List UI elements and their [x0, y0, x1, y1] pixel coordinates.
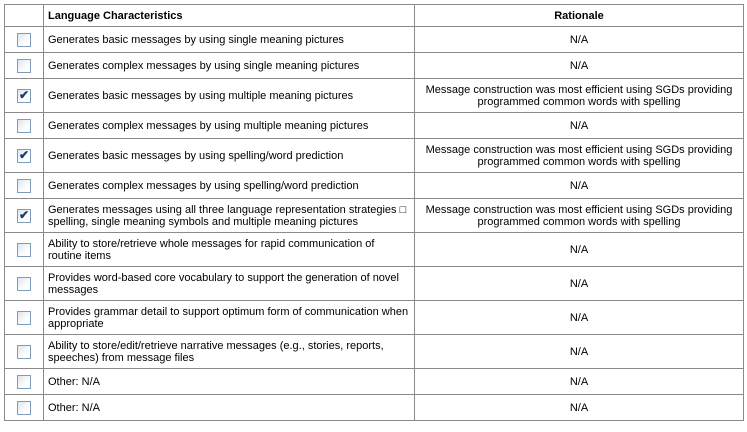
language-characteristic-label: Generates complex messages by using multiple meaning pictures [44, 113, 415, 139]
checkbox-unchecked[interactable] [17, 277, 31, 291]
rationale-text: N/A [415, 301, 744, 335]
table-row [5, 113, 744, 139]
checkbox-unchecked[interactable] [17, 179, 31, 193]
language-characteristic-label: Generates basic messages by using multiple meaning pictures [44, 79, 415, 113]
rationale-text: N/A [415, 233, 744, 267]
table-body [5, 27, 744, 421]
table-row [5, 199, 744, 233]
checkbox-checked[interactable] [17, 209, 31, 223]
language-characteristics-table [4, 4, 744, 421]
checkmark-icon: ✔ [18, 147, 30, 162]
rationale-text: N/A [415, 369, 744, 395]
checkbox-column-header [5, 5, 44, 27]
table-row [5, 267, 744, 301]
checkbox-cell [5, 233, 44, 267]
checkbox-unchecked[interactable] [17, 375, 31, 389]
rationale-text: N/A [415, 113, 744, 139]
checkbox-unchecked[interactable] [17, 345, 31, 359]
checkbox-checked[interactable] [17, 149, 31, 163]
table-row [5, 139, 744, 173]
language-characteristic-label: Generates messages using all three language representation strategies □ spelling, single meaning symbols and multiple meaning pictures [44, 199, 415, 233]
checkbox-unchecked[interactable] [17, 59, 31, 73]
table-row [5, 369, 744, 395]
header-row [5, 5, 744, 27]
rationale-text: N/A [415, 335, 744, 369]
language-characteristic-label: Provides word-based core vocabulary to support the generation of novel messages [44, 267, 415, 301]
checkbox-cell [5, 53, 44, 79]
table-row [5, 301, 744, 335]
checkbox-cell [5, 113, 44, 139]
checkbox-unchecked[interactable] [17, 243, 31, 257]
checkbox-cell [5, 395, 44, 421]
checkbox-cell [5, 335, 44, 369]
checkbox-cell [5, 27, 44, 53]
table-row [5, 395, 744, 421]
checkbox-unchecked[interactable] [17, 119, 31, 133]
language-characteristic-label: Generates complex messages by using spelling/word prediction [44, 173, 415, 199]
checkbox-unchecked[interactable] [17, 33, 31, 47]
language-characteristics-header: Language Characteristics [44, 5, 415, 27]
checkmark-icon: ✔ [18, 207, 30, 222]
checkbox-unchecked[interactable] [17, 401, 31, 415]
checkbox-unchecked[interactable] [17, 311, 31, 325]
rationale-text: N/A [415, 173, 744, 199]
table-row [5, 173, 744, 199]
rationale-text: Message construction was most efficient using SGDs providing programmed common words with spelling [415, 79, 744, 113]
table-row [5, 233, 744, 267]
rationale-text: N/A [415, 395, 744, 421]
language-characteristic-label: Other: N/A [44, 395, 415, 421]
language-characteristic-label: Generates basic messages by using single meaning pictures [44, 27, 415, 53]
table-row [5, 53, 744, 79]
rationale-header: Rationale [415, 5, 744, 27]
checkbox-cell [5, 173, 44, 199]
language-characteristic-label: Ability to store/retrieve whole messages for rapid communication of routine items [44, 233, 415, 267]
language-characteristic-label: Ability to store/edit/retrieve narrative messages (e.g., stories, reports, speeches) from message files [44, 335, 415, 369]
language-characteristic-label: Provides grammar detail to support optimum form of communication when appropriate [44, 301, 415, 335]
rationale-text: N/A [415, 27, 744, 53]
rationale-text: Message construction was most efficient using SGDs providing programmed common words with spelling [415, 199, 744, 233]
table-row [5, 79, 744, 113]
rationale-text: N/A [415, 267, 744, 301]
checkbox-cell [5, 79, 44, 113]
rationale-text: N/A [415, 53, 744, 79]
table-row [5, 335, 744, 369]
checkbox-cell [5, 199, 44, 233]
checkbox-cell [5, 369, 44, 395]
rationale-text: Message construction was most efficient using SGDs providing programmed common words with spelling [415, 139, 744, 173]
language-characteristic-label: Other: N/A [44, 369, 415, 395]
checkbox-cell [5, 267, 44, 301]
language-characteristic-label: Generates basic messages by using spelling/word prediction [44, 139, 415, 173]
language-characteristic-label: Generates complex messages by using single meaning pictures [44, 53, 415, 79]
checkbox-checked[interactable] [17, 89, 31, 103]
checkbox-cell [5, 139, 44, 173]
table-row [5, 27, 744, 53]
checkmark-icon: ✔ [18, 87, 30, 102]
checkbox-cell [5, 301, 44, 335]
